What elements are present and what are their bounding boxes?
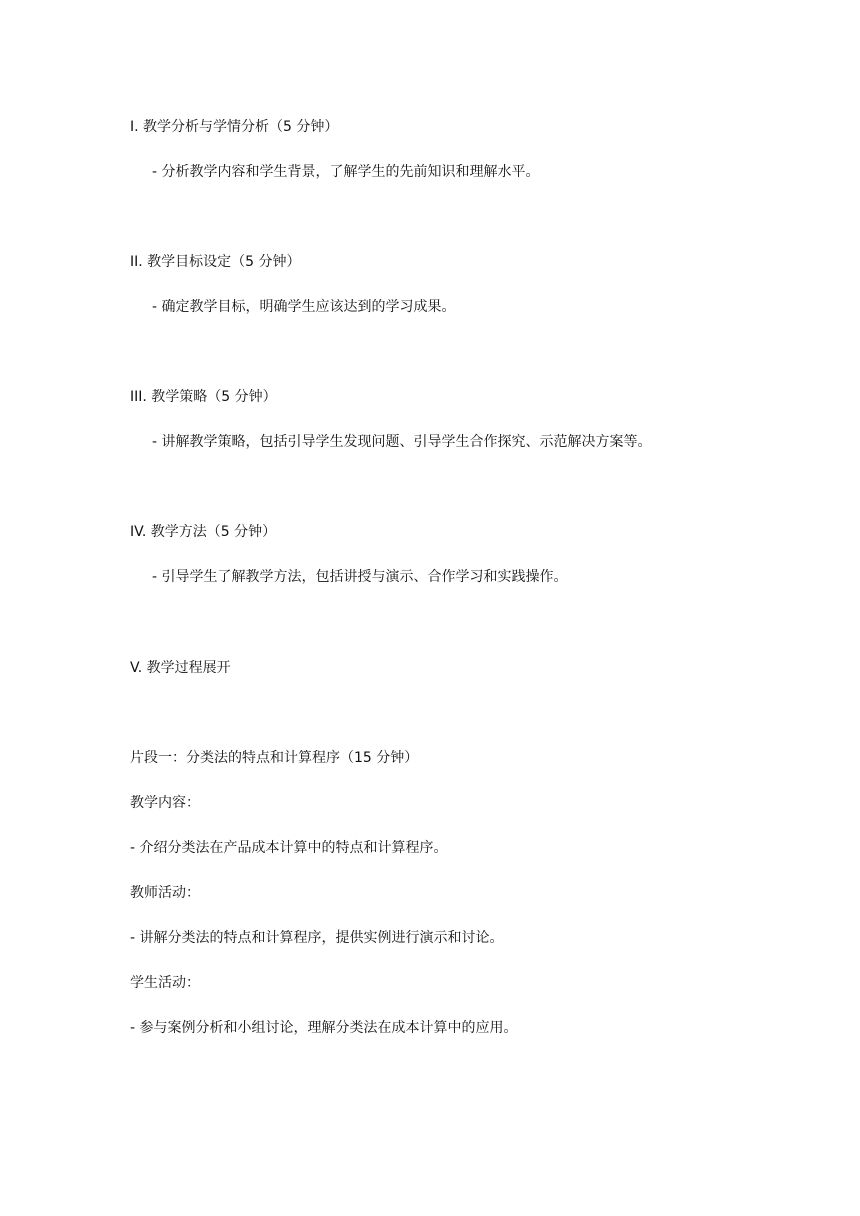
student-item: - 参与案例分析和小组讨论，理解分类法在成本计算中的应用。 [130,1020,518,1036]
section-1-heading: I. 教学分析与学情分析（5 分钟） [130,119,339,135]
section-3-heading: III. 教学策略（5 分钟） [130,389,277,405]
content-label: 教学内容： [130,795,200,811]
section-3-item: - 讲解教学策略，包括引导学生发现问题、引导学生合作探究、示范解决方案等。 [152,434,652,450]
section-2-item: - 确定教学目标，明确学生应该达到的学习成果。 [152,299,456,315]
segment-title: 片段一：分类法的特点和计算程序（15 分钟） [130,750,419,766]
teacher-item: - 讲解分类法的特点和计算程序，提供实例进行演示和讨论。 [130,930,504,946]
section-2-heading: II. 教学目标设定（5 分钟） [130,254,301,270]
teacher-label: 教师活动： [130,885,200,901]
student-label: 学生活动： [130,975,200,991]
section-1-item: - 分析教学内容和学生背景，了解学生的先前知识和理解水平。 [152,164,540,180]
section-4-heading: IV. 教学方法（5 分钟） [130,524,277,540]
section-4-item: - 引导学生了解教学方法，包括讲授与演示、合作学习和实践操作。 [152,569,568,585]
section-5-heading: V. 教学过程展开 [130,660,231,676]
content-item: - 介绍分类法在产品成本计算中的特点和计算程序。 [130,840,448,856]
